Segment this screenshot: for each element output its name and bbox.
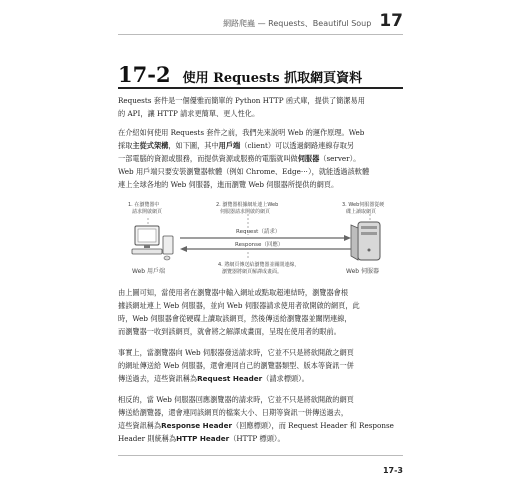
step4-line1: 4. 將網頁傳送給瀏覽器並關閉連線， [218,262,300,268]
resphdr-line3c: （回應標頭），而 Request Header 和 Response [232,421,394,430]
term-http-header: HTTP Header [176,434,230,443]
running-header-chapter-number: 17 [379,11,403,31]
arch-line1: 在介紹如何使用 Requests 套件之前，我們先來說明 Web 的運作原理。Web [118,128,365,137]
running-header [223,11,403,31]
step1-line1: 1. 在瀏覽器中 [128,202,160,208]
paragraph-intro-line1: Requests 套件是一個優雅而簡單的 Python HTTP 函式庫，提供了簡潔易用 [118,96,365,105]
reqhdr-line3c: （請求標頭）。 [262,374,309,383]
header-rule [118,34,403,35]
arch-line3c: （server）。 [319,154,361,163]
arch-line3a: 一部電腦的資源或服務，而提供資源或服務的電腦就叫做 [118,154,298,163]
arch-line5: 連上全球各地的 Web 伺服器，進而瀏覽 Web 伺服器所提供的網頁。 [118,180,339,189]
term-request-header: Request Header [197,374,263,383]
client-computer-icon [132,226,173,260]
request-label: Request（請求） [236,229,281,235]
term-server: 伺服器 [297,154,320,163]
paragraph-response-header [118,393,403,445]
paragraph-intro [118,94,403,120]
explain-line2: 據該網址連上 Web 伺服器，並向 Web 伺服器請求使用者欲開啟的網頁，此 [118,301,360,310]
client-label: Web 用戶端 [132,268,165,275]
reqhdr-line3a: 傳送過去，這些資訊稱為 [118,374,198,383]
reqhdr-line1: 事實上，當瀏覽器向 Web 伺服器發送請求時，它並不只是將欲開啟之網頁 [118,348,354,357]
running-header-text: 網路爬蟲 — Requests、Beautiful Soup [223,19,372,28]
step2-line1: 2. 瀏覽器根據網址連上Web [216,202,279,208]
step2-line2: 伺服器請求開啟的網頁 [220,209,271,215]
step4-line2: 瀏覽器將網頁解譯成畫面。 [222,269,283,275]
paragraph-intro-line2: 的 API，讓 HTTP 請求更簡單、更人性化。 [118,109,260,118]
section-heading [118,62,362,87]
explain-line1: 由上圖可知，當使用者在瀏覽器中輸入網址或點取超連結時，瀏覽器會根 [118,288,349,297]
footer-rule [118,455,403,456]
resphdr-line2: 傳送給瀏覽器，還會連同該網頁的檔案大小、日期等資訊一併傳送過去， [118,408,349,417]
step3-line2: 碟上讀取網頁 [346,209,377,215]
explain-line4: 而瀏覽器一收到該網頁，就會將之解譯成畫面，呈現在使用者的眼前。 [118,327,341,336]
arch-line4: Web 用戶端只要安裝瀏覽器軟體（例如 Chrome、Edge⋯），就能透過該軟體 [118,167,370,176]
resphdr-line4c: （HTTP 標頭）。 [229,434,285,443]
term-client: 用戶端 [218,141,241,150]
page-number: 17-3 [382,466,403,475]
resphdr-line4a: Header 則統稱為 [118,434,177,443]
reqhdr-line2: 的網址傳送給 Web 伺服器，還會連同自己的瀏覽器類型、版本等資訊一併 [118,361,354,370]
step1-line2: 請求開啟網頁 [132,209,163,215]
step3-line1: 3. Web伺服器從硬 [342,202,385,208]
response-label: Response（回應） [235,242,284,248]
heading-rule [118,87,403,89]
web-request-diagram [118,198,403,280]
section-title: 使用 Requests 抓取網頁資料 [182,71,363,86]
section-number: 17-2 [118,62,171,87]
paragraph-request-header [118,346,403,385]
arch-line2e: （client）可以透過網路連線存取另 [240,141,355,150]
resphdr-line1: 相反的，當 Web 伺服器回應瀏覽器的請求時，它並不只是將欲開啟的網頁 [118,395,354,404]
explain-line3: 時，Web 伺服器會從硬碟上讀取該網頁，然後傳送給瀏覽器並關閉連線， [118,314,352,323]
paragraph-diagram-explanation [118,286,403,338]
arch-line2a: 採取 [118,141,133,150]
paragraph-web-architecture [118,126,403,191]
arch-line2c: ，如下圖，其中 [168,141,219,150]
term-response-header: Response Header [161,421,232,430]
term-client-server: 主從式架構 [132,141,169,150]
server-label: Web 伺服器 [346,268,379,275]
server-icon [351,222,380,260]
resphdr-line3a: 這些資訊稱為 [118,421,162,430]
